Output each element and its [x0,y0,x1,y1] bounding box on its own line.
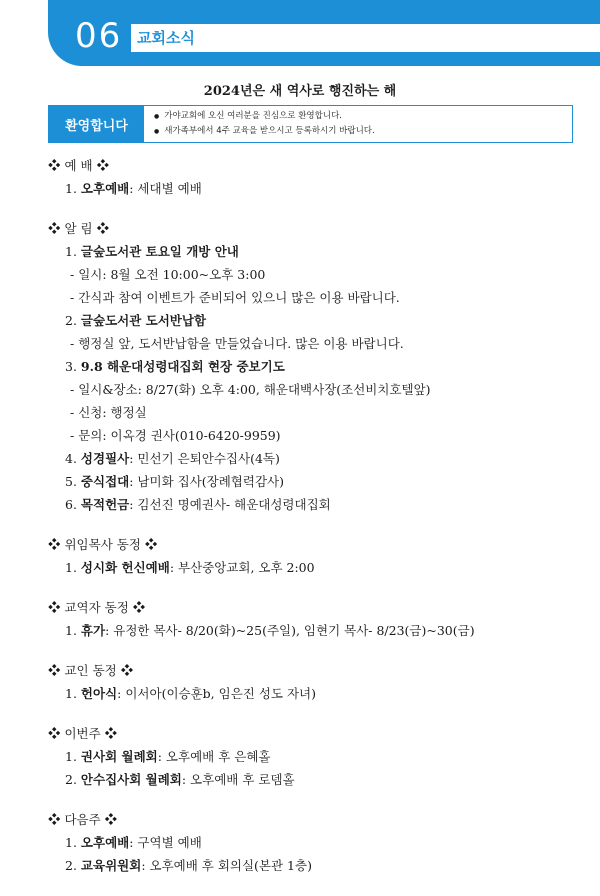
list-item: 6. 목적헌금: 김선진 명예권사- 해운대성령대집회 [65,497,331,512]
section-heading-pastor: ❖ 위임목사 동정 ❖ [48,537,158,552]
list-item: 1. 글숲도서관 토요일 개방 안내 [65,244,239,259]
section-number: 06 [75,16,123,56]
sub-item: - 신청: 행정실 [70,405,147,420]
page-title: 2024년은 새 역사로 행진하는 해 [203,84,397,99]
list-item: 1. 권사회 월례회: 오후예배 후 은혜홀 [65,749,271,764]
list-item: 1. 휴가: 유정한 목사- 8/20(화)~25(주일), 임현기 목사- 8/23(금)~30(금) [65,623,475,638]
list-item: 5. 중식접대: 남미화 집사(장례협력감사) [65,474,284,489]
welcome-label: 환영합니다 [49,106,144,142]
section-heading-notice: ❖ 알 림 ❖ [48,221,110,236]
welcome-box [48,105,573,143]
list-item: 2. 글숲도서관 도서반납함 [65,313,207,328]
section-heading-nextweek: ❖ 다음주 ❖ [48,812,118,827]
list-item: 1. 오후예배: 구역별 예배 [65,835,202,850]
section-heading-members: ❖ 교인 동정 ❖ [48,663,134,678]
list-item: 4. 성경필사: 민선기 은퇴안수집사(4독) [65,451,280,466]
sub-item: - 일시&장소: 8/27(화) 오후 4:00, 해운대백사장(조선비치호텔앞) [70,382,431,397]
sub-item: - 간식과 참여 이벤트가 준비되어 있으니 많은 이용 바랍니다. [70,290,400,305]
welcome-bullet: ● 가야교회에 오신 여러분을 진심으로 환영합니다. [154,109,375,124]
sub-item: - 일시: 8월 오전 10:00~오후 3:00 [70,267,266,282]
list-item: 1. 헌아식: 이서아(이승훈b, 임은진 성도 자녀) [65,686,316,701]
welcome-bullet: ● 새가족부에서 4주 교육을 받으시고 등록하시기 바랍니다. [154,124,375,139]
sub-item: - 행정실 앞, 도서반납함을 만들었습니다. 많은 이용 바랍니다. [70,336,404,351]
list-item: 1. 오후예배: 세대별 예배 [65,181,202,196]
list-item: 3. 9.8 해운대성령대집회 현장 중보기도 [65,359,285,374]
section-heading-ministers: ❖ 교역자 동정 ❖ [48,600,146,615]
section-label-box [131,24,600,52]
section-label: 교회소식 [137,29,195,47]
sub-item: - 문의: 이옥경 권사(010-6420-9959) [70,428,281,443]
list-item: 2. 안수집사회 월례회: 오후예배 후 로뎀홀 [65,772,295,787]
welcome-body [144,106,375,142]
list-item: 2. 교육위원회: 오후예배 후 회의실(본관 1층) [65,858,312,873]
announcements [48,154,588,877]
list-item: 1. 성시화 헌신예배: 부산중앙교회, 오후 2:00 [65,560,315,575]
section-heading-worship: ❖ 예 배 ❖ [48,158,110,173]
section-heading-thisweek: ❖ 이번주 ❖ [48,726,118,741]
